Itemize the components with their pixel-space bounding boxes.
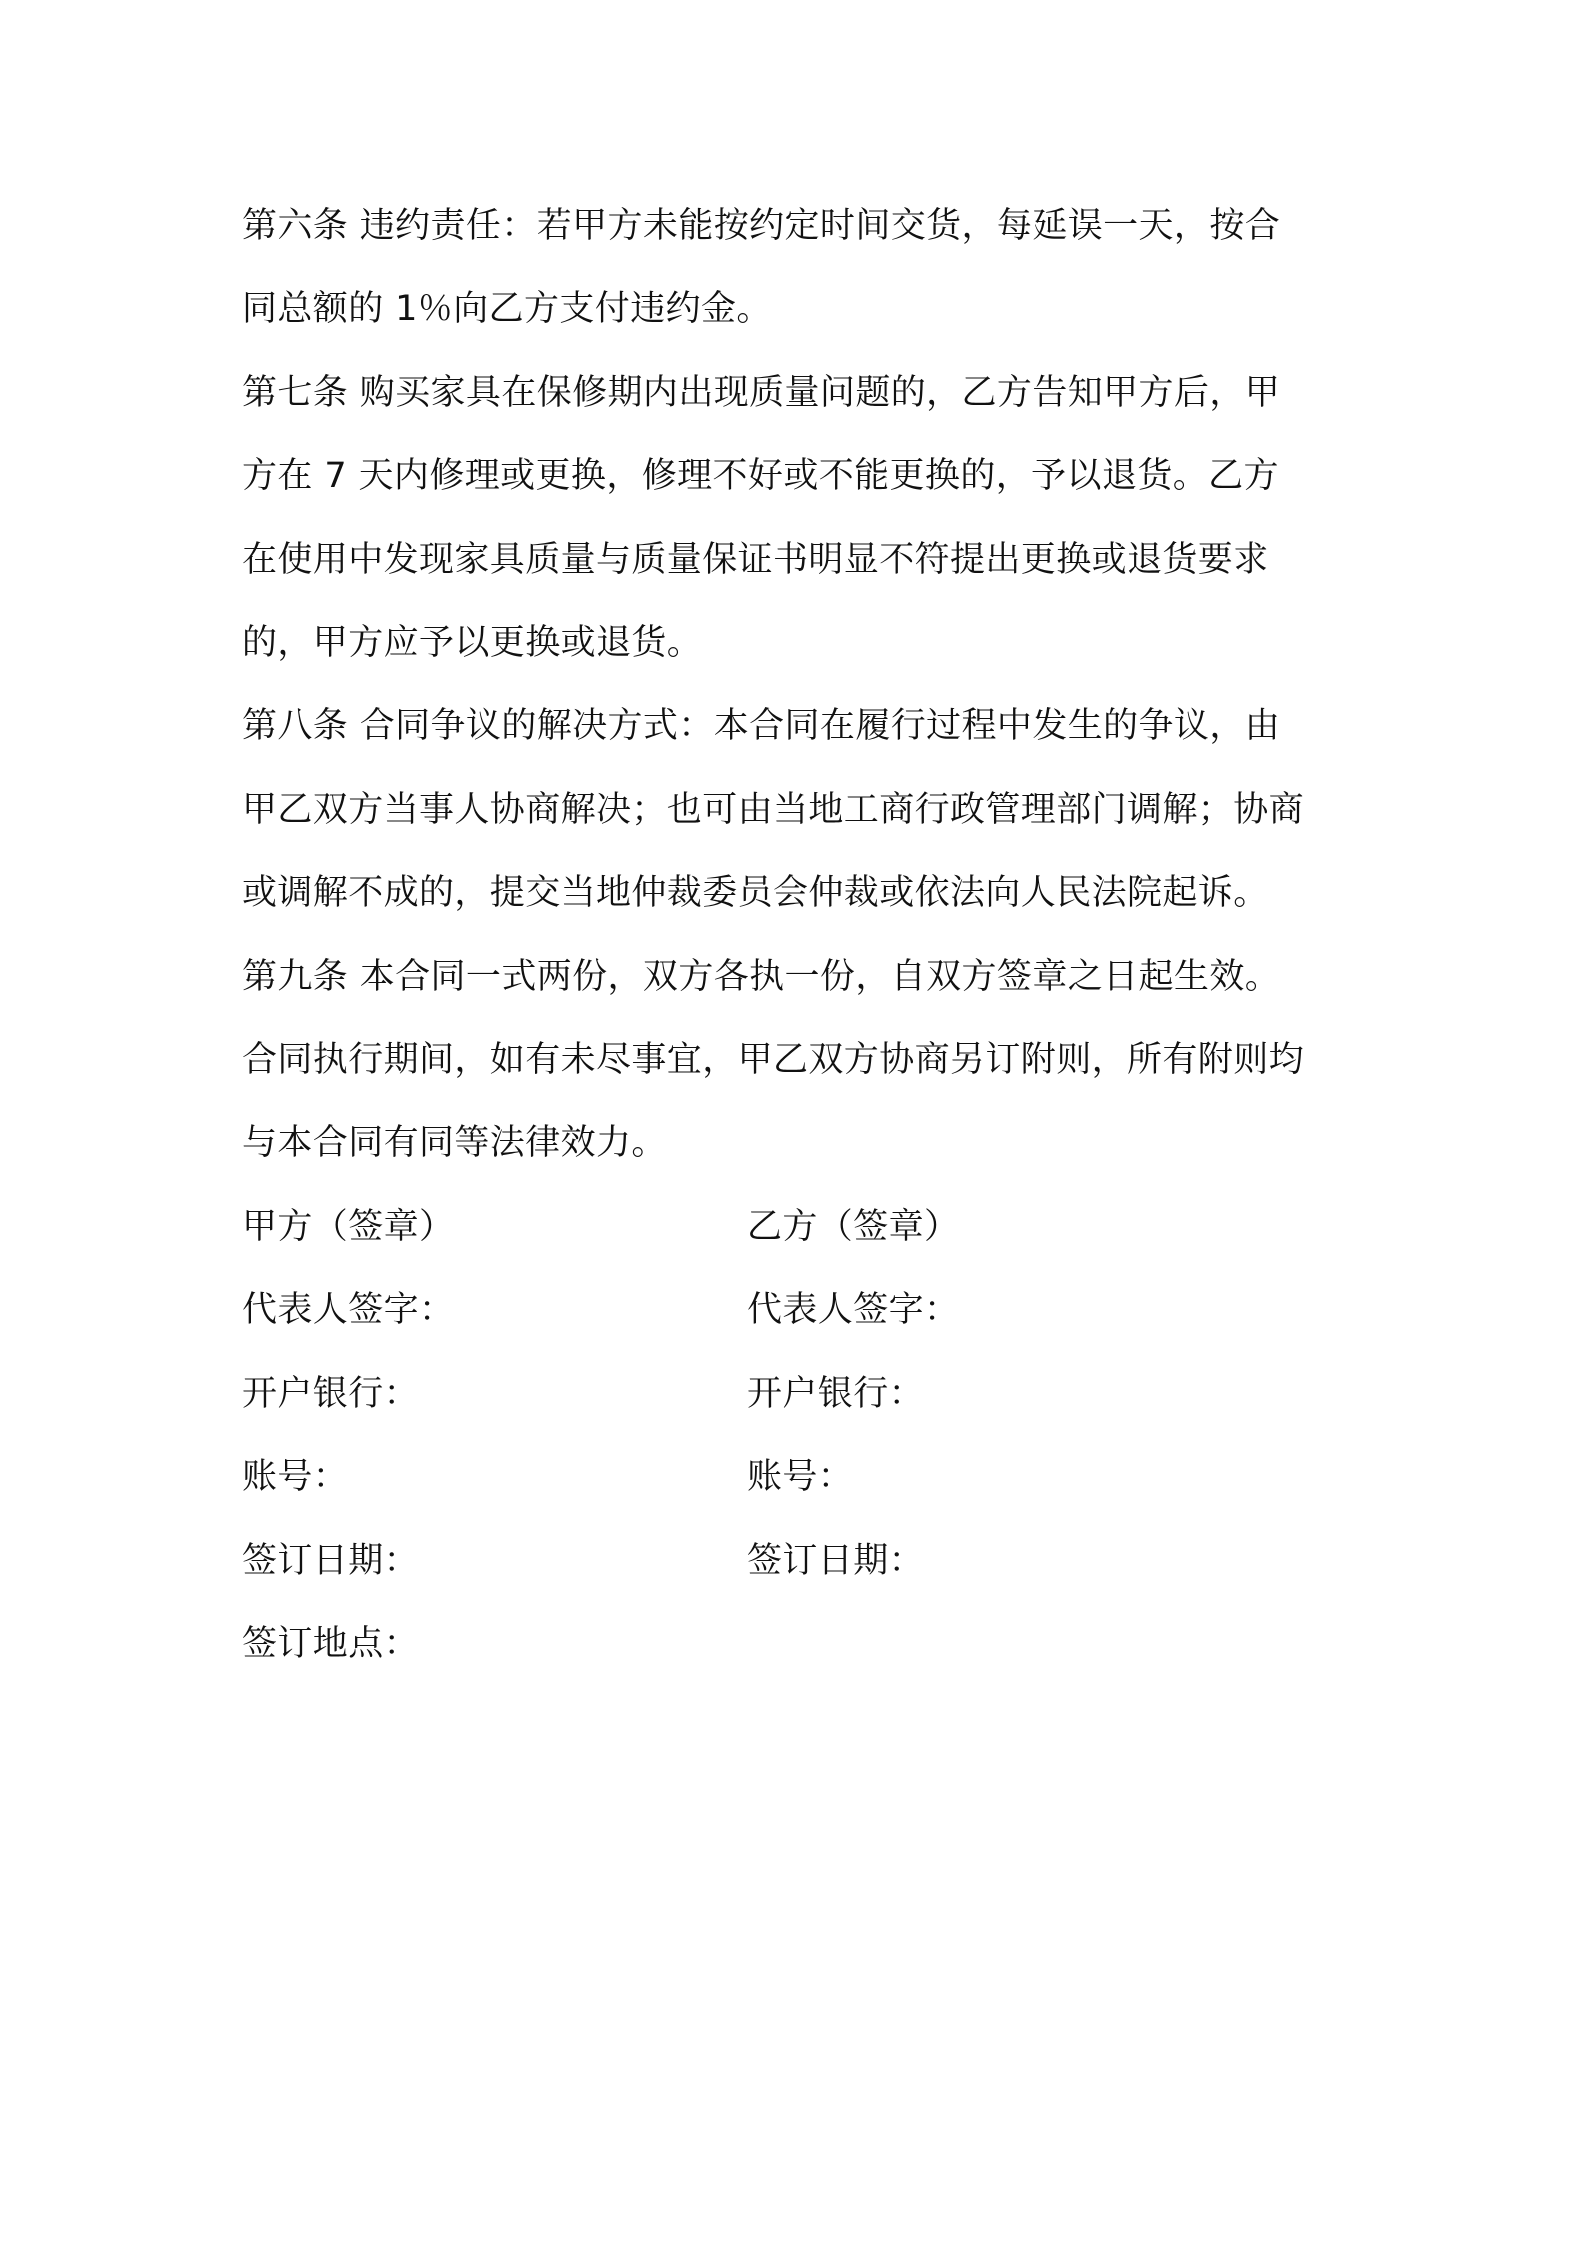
party-a-bank-label: 开户银行：	[242, 1373, 420, 1414]
party-a-title: 甲方（签章）	[242, 1207, 455, 1247]
clause-line: 的，甲方应予以更换或退货。	[242, 623, 703, 664]
clause-line: 第九条 本合同一式两份，双方各执一份，自双方签章之日起生效。	[242, 956, 1281, 997]
contract-clauses	[242, 185, 1362, 1186]
signature-row-date	[242, 1520, 1362, 1603]
clause-line: 第七条 购买家具在保修期内出现质量问题的，乙方告知甲方后，甲	[242, 372, 1281, 413]
clause-8	[242, 685, 1362, 935]
party-a-account-label: 账号：	[242, 1457, 349, 1498]
clause-7	[242, 352, 1362, 686]
party-b-date-label: 签订日期：	[747, 1540, 925, 1581]
clause-line: 同总额的 1％向乙方支付违约金。	[242, 289, 772, 330]
party-a-representative-label: 代表人签字：	[242, 1290, 455, 1331]
signature-row-place	[242, 1603, 1362, 1686]
party-b-account-label: 账号：	[747, 1457, 854, 1498]
signature-row-representative	[242, 1269, 1362, 1352]
clause-9	[242, 936, 1362, 1186]
party-b-representative-label: 代表人签字：	[747, 1290, 960, 1331]
signature-row-bank	[242, 1353, 1362, 1436]
clause-line: 合同执行期间，如有未尽事宜，甲乙双方协商另订附则，所有附则均	[242, 1040, 1305, 1081]
clause-line: 甲乙双方当事人协商解决；也可由当地工商行政管理部门调解；协商	[242, 789, 1305, 830]
party-a-date-label: 签订日期：	[242, 1540, 420, 1581]
clause-line: 第八条 合同争议的解决方式：本合同在履行过程中发生的争议，由	[242, 706, 1281, 747]
clause-line: 方在 7 天内修理或更换，修理不好或不能更换的，予以退货。乙方	[242, 456, 1279, 497]
clause-line: 与本合同有同等法律效力。	[242, 1123, 667, 1164]
clause-line: 第六条 违约责任：若甲方未能按约定时间交货，每延误一天，按合	[242, 206, 1281, 246]
signature-row-title	[242, 1186, 1362, 1269]
clause-line: 在使用中发现家具质量与质量保证书明显不符提出更换或退货要求	[242, 539, 1269, 580]
signature-row-account	[242, 1436, 1362, 1519]
party-a-place-label: 签订地点：	[242, 1623, 420, 1664]
clause-6	[242, 185, 1362, 352]
signature-block	[242, 1186, 1362, 1686]
clause-line: 或调解不成的，提交当地仲裁委员会仲裁或依法向人民法院起诉。	[242, 873, 1269, 914]
party-b-title: 乙方（签章）	[747, 1207, 960, 1247]
party-b-bank-label: 开户银行：	[747, 1373, 925, 1414]
